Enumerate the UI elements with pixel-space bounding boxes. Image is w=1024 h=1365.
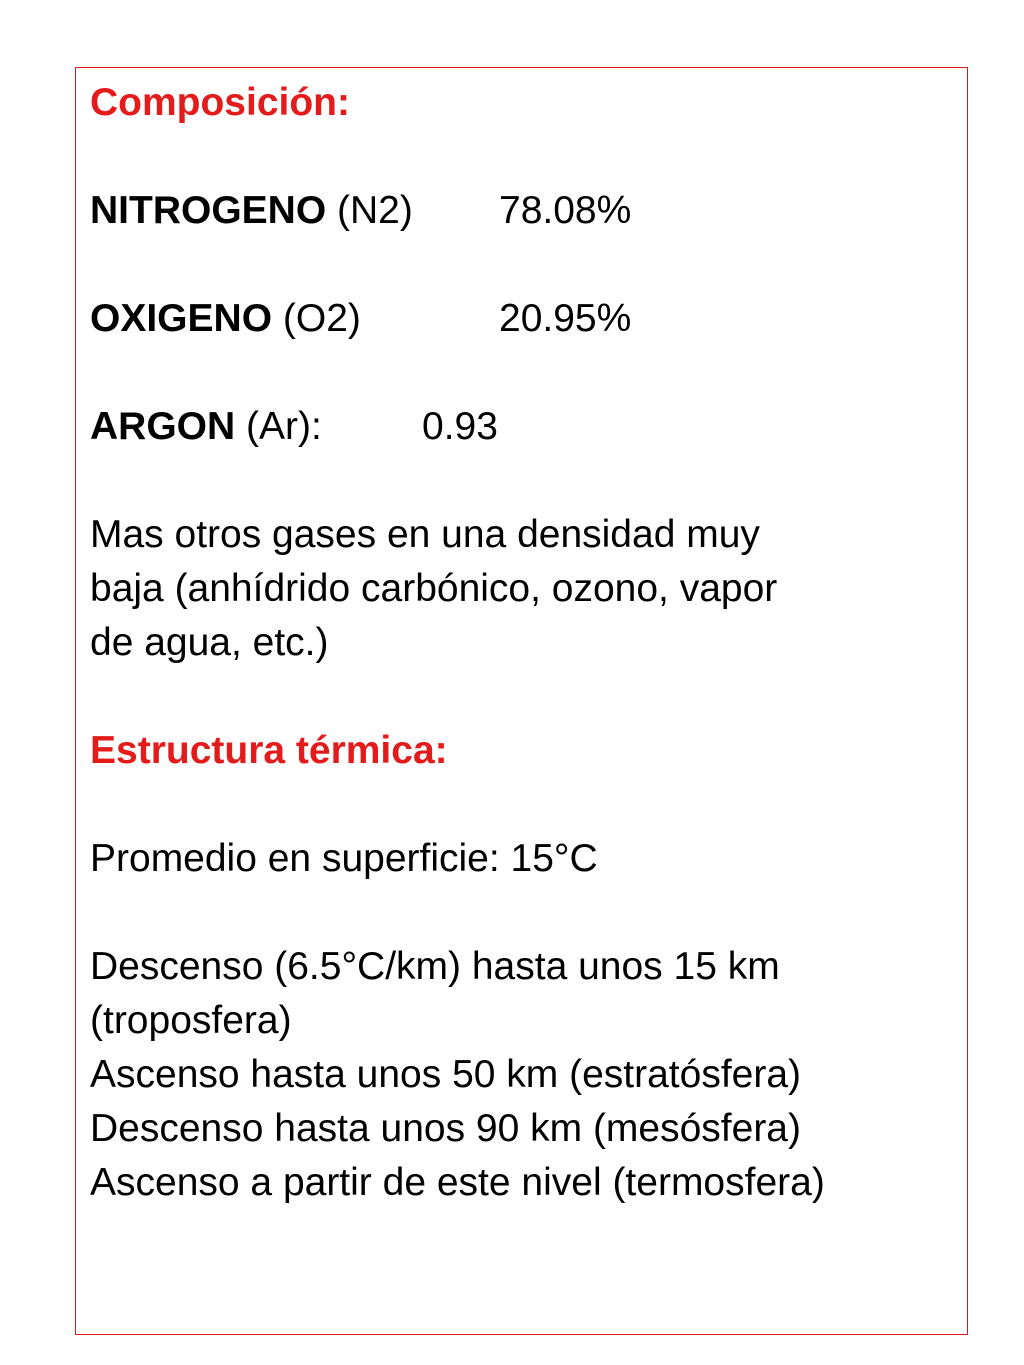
gas-formula: (Ar): <box>235 405 322 448</box>
layer-line: Descenso hasta unos 90 km (mesósfera) <box>90 1107 801 1150</box>
gas-name: OXIGENO <box>90 297 273 340</box>
layer-line: Ascenso hasta unos 50 km (estratósfera) <box>90 1053 802 1096</box>
composition-heading: Composición: <box>90 81 350 124</box>
surface-average-text: Promedio en superficie: 15°C <box>90 837 598 880</box>
gas-value: 0.93 <box>422 405 498 448</box>
spacer <box>90 670 960 724</box>
gas-formula: (N2) <box>326 189 413 232</box>
gas-name: ARGON <box>90 405 236 448</box>
other-gases-line: baja (anhídrido carbónico, ozono, vapor <box>90 567 778 610</box>
spacer <box>90 778 960 832</box>
thermal-structure-heading: Estructura térmica: <box>90 729 448 772</box>
other-gases-line: Mas otros gases en una densidad muy <box>90 513 760 556</box>
gas-value: 20.95% <box>499 297 632 340</box>
slide-content <box>90 76 960 1210</box>
layer-line: Ascenso a partir de este nivel (termosfera) <box>90 1161 825 1204</box>
gas-row-argon <box>90 400 960 454</box>
gas-name: NITROGENO <box>90 189 327 232</box>
gas-row-nitrogen <box>90 184 960 238</box>
gas-formula: (O2) <box>272 297 361 340</box>
gas-row-oxygen <box>90 292 960 346</box>
layer-line: Descenso (6.5°C/km) hasta unos 15 km <box>90 945 780 988</box>
gas-value: 78.08% <box>499 189 632 232</box>
spacer <box>90 346 960 400</box>
layer-line: (troposfera) <box>90 999 292 1042</box>
spacer <box>90 130 960 184</box>
spacer <box>90 238 960 292</box>
other-gases-line: de agua, etc.) <box>90 621 329 664</box>
spacer <box>90 886 960 940</box>
spacer <box>90 454 960 508</box>
